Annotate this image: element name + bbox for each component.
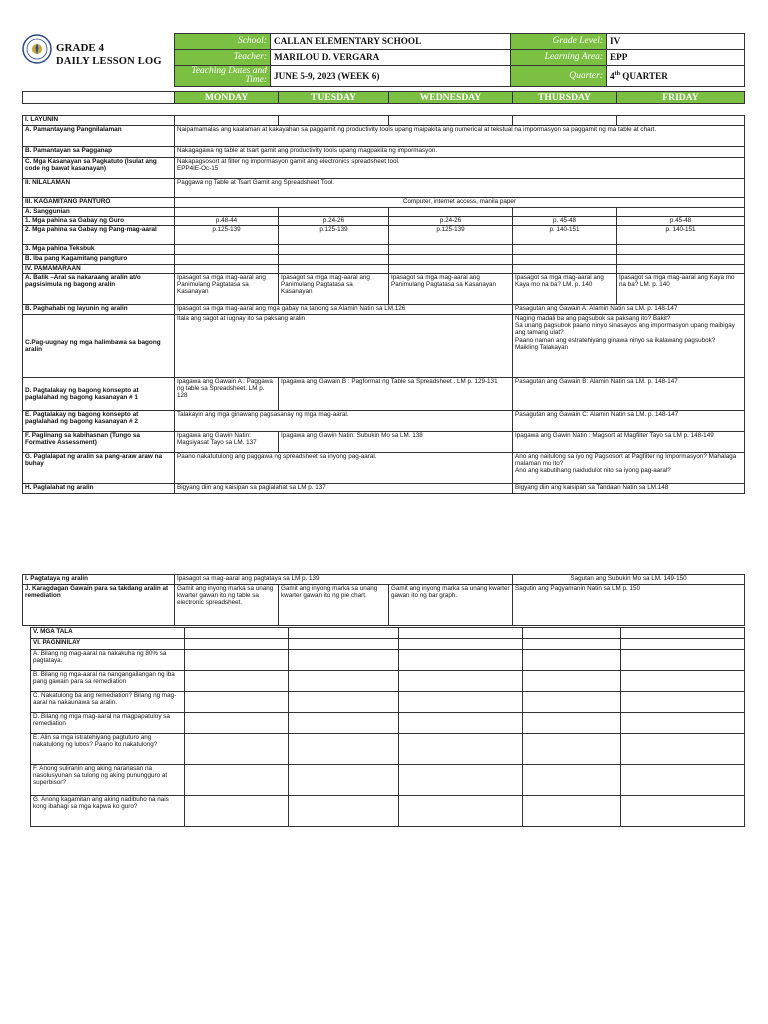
sanggunian-label: A. Sanggunian xyxy=(23,208,175,217)
dates-value: JUNE 5-9, 2023 (WEEK 6) xyxy=(271,66,511,87)
assessment-table xyxy=(22,574,745,626)
balik-wed: Ipasagot sa mga mag-aaral ang Panimulang Pagtatasa sa Kasanayan xyxy=(389,274,513,305)
day-thursday: THURSDAY xyxy=(513,92,617,104)
j-mon: Gamit ang inyong marka sa unang kwarter gawan ito ng table sa electronic spreadsheet. xyxy=(175,585,279,626)
days-blank xyxy=(23,92,175,104)
g-thu-fri: Ano ang naitulong sa iyo ng Pagsosort at Pagfilter ng Impormasyon? Mahalaga malaman mo ito? Ano ang kabutihang naidudulot nito sa iyong pag-aaral? xyxy=(513,453,745,484)
mag-mon: p.125-139 xyxy=(175,226,279,245)
guro-wed: p.24-26 xyxy=(389,217,513,226)
c-text: Nakapagsosort at filter ng impormasyon gamit ang electronics spreadsheet tool. EPP4IE-Oc-15 xyxy=(175,158,745,179)
day-monday: MONDAY xyxy=(175,92,279,104)
guro-mon: p.48-44 xyxy=(175,217,279,226)
f-tue: Ipagawa ang Gawin Natin: Subukin Mo sa LM. 138 xyxy=(279,432,513,453)
reflection-item-c: C. Nakatulong ba ang remediation? Bilang ng mag-aaral na nakaunawa sa aralin. xyxy=(31,692,185,713)
f-label: F. Paglinang sa kabihasnan (Tungo sa Formative Assessment) xyxy=(23,432,175,453)
b-label: B. Pamantayan sa Pagganap xyxy=(23,147,175,158)
grade-value: IV xyxy=(607,34,745,50)
header-info-table xyxy=(174,33,745,87)
d-label: D. Pagtalakay ng bagong konsepto at paglalahad ng bagong kasanayan # 1 xyxy=(23,378,175,411)
days-header xyxy=(22,91,745,104)
f-mon: Ipagawa ang Gawin Natin: Magsiyasat Tayo sa LM. 137 xyxy=(175,432,279,453)
area-value: EPP xyxy=(607,50,745,66)
uugnay-label: C.Pag-uugnay ng mga halimbawa sa bagong aralin xyxy=(23,315,175,378)
e-thu-fri: Pasagutan ang Gawain C: Alamin Natin sa LM. p. 148-147 xyxy=(513,411,745,432)
reflection-item-d: D. Bilang ng mga mag-aaral na magpapatuloy sa remediation xyxy=(31,713,185,734)
paghahabi-thu-fri: Pasagutan ang Gawain A: Alamin Natin sa LM. p. 148-147 xyxy=(513,305,745,315)
tala-label: V. MGA TALA xyxy=(31,628,185,639)
day-tuesday: TUESDAY xyxy=(279,92,389,104)
area-label: Learning Area: xyxy=(511,50,607,66)
kagamitan-label: III. KAGAMITANG PANTURO xyxy=(23,198,175,208)
mag-fri: p. 140-151 xyxy=(617,226,745,245)
guro-thu: p. 45-48 xyxy=(513,217,617,226)
teksbuk-label: 3. Mga pahina Teksbuk xyxy=(23,245,175,255)
c-label: C. Mga Kasanayan sa Pagkatuto (Isulat ang code ng bawat kasanayan) xyxy=(23,158,175,179)
pamamaraan-label: IV. PAMAMARAAN xyxy=(23,265,175,274)
h-mon-wed: Bigyang diin ang kaisipan sa paglalahat sa LM p. 137 xyxy=(175,484,513,494)
j-thu-fri: Sagutin ang Pagyamanin Natin sa LM p. 150 xyxy=(513,585,745,626)
reflection-item-e: E. Alin sa mga istratehiyang pagtuturo ang nakatulong ng lubos? Paano ito nakatulong? xyxy=(31,734,185,765)
teacher-label: Teacher: xyxy=(175,50,271,66)
magaaral-label: 2. Mga pahina sa Gabay ng Pang-mag-aaral xyxy=(23,226,175,245)
a-text: Naipamamalas ang kaalaman at kakayahan sa paggamit ng productivity tools upang maipakita ang numerical at tekstual na impormasyon sa paggamit ng ma table at chart. xyxy=(175,126,745,147)
balik-label: A. Balik –Aral sa nakaraang aralin at/o pagsisimula ng bagong aralin xyxy=(23,274,175,305)
grade-label: Grade Level: xyxy=(511,34,607,50)
d-thu: Pasagutan ang Gawain B: Alamin Natin sa LM. p. 148-147 xyxy=(513,378,745,411)
h-label: H. Paglalahat ng aralin xyxy=(23,484,175,494)
guro-fri: p.45-48 xyxy=(617,217,745,226)
teacher-value: MARILOU D. VERGARA xyxy=(271,50,511,66)
j-tue: Gamit ang inyong marka sa unang kwarter gawan ito ng pie chart. xyxy=(279,585,389,626)
reflection-item-f: F. Anong suliranin ang aking naranasan na nasolusyunan sa tulong ng aking punungguro at superbisor? xyxy=(31,765,185,796)
nilalaman-label: II. NILALAMAN xyxy=(23,179,175,198)
i-mon-wed: Ipasagot sa mag-aaral ang pagtataya sa LM p. 139 xyxy=(175,575,513,585)
mag-thu: p. 140-151 xyxy=(513,226,617,245)
quarter-label: Quarter: xyxy=(511,66,607,87)
guro-tue: p.24-26 xyxy=(279,217,389,226)
kagamitan-text: Computer, internet access, manila paper xyxy=(175,198,745,208)
reflection-table xyxy=(30,627,745,827)
iba-label: B. Iba pang Kagamitang pangturo xyxy=(23,255,175,265)
d-tue: Ipagawa ang Gawain B : Pagformat ng Table sa Spreadsheet . LM p. 129-131 xyxy=(279,378,513,411)
title-dll: DAILY LESSON LOG xyxy=(56,56,162,67)
j-wed: Gamit ang inyong marka sa unang kwarter gawan ito ng bar graph. xyxy=(389,585,513,626)
day-friday: FRIDAY xyxy=(617,92,745,104)
deped-seal-logo xyxy=(22,34,52,64)
title-grade: GRADE 4 xyxy=(56,42,104,54)
i-label: I. Pagtataya ng aralin xyxy=(23,575,175,585)
uugnay-mon-wed: Itala ang sagot at iugnay ito sa paksang aralin xyxy=(175,315,513,378)
lesson-table xyxy=(22,115,745,494)
f-thu: Ipagawa ang Gawin Natin : Magsort at Magfilter Tayo sa LM p. 148-149 xyxy=(513,432,745,453)
uugnay-thu-fri: Naging madali ba ang pagsubok sa paksang ito? Bakit? Sa unang pagsubok paano ninyo sinasayos ang impormasyon upang maibigay ang tamang ulat? Paano naman ang estratehiyang ginawa ninyo sa ikalawang pagsubok? Maikling Talakayan xyxy=(513,315,745,378)
layunin-label: I. LAYUNIN xyxy=(23,116,175,126)
h-thu-fri: Bigyang diin ang kaisipan sa Tandaan Natin sa LM.148 xyxy=(513,484,745,494)
guro-label: 1. Mga pahina sa Gabay ng Guro xyxy=(23,217,175,226)
mag-tue: p.125-139 xyxy=(279,226,389,245)
g-label: G. Paglalapat ng aralin sa pang-araw araw na buhay xyxy=(23,453,175,484)
balik-tue: Ipasagot sa mga mag-aaral ang Panimulang Pagtatasa sa Kasanayan xyxy=(279,274,389,305)
e-label: E. Pagtalakay ng bagong konsepto at paglalahad ng bagong kasanayan # 2 xyxy=(23,411,175,432)
paghahabi-label: B. Paghahabi ng layunin ng aralin xyxy=(23,305,175,315)
dates-label: Teaching Dates and Time: xyxy=(175,66,271,87)
quarter-value: 4th QUARTER xyxy=(607,66,745,87)
j-label: J. Karagdagan Gawain para sa takdang aralin at remediation xyxy=(23,585,175,626)
a-label: A. Pamantayang Pangnilalaman xyxy=(23,126,175,147)
pagninilay-label: VI. PAGNINILAY xyxy=(31,639,185,650)
paghahabi-mon-wed: Ipasagot sa mga mag-aaral ang mga gabay na tanong sa Alamin Natin sa LM.126 xyxy=(175,305,513,315)
mag-wed: p.125-139 xyxy=(389,226,513,245)
d-mon: Ipagawa ang Gawain A : Paggawa ng table sa Spreadsheet. LM p. 128 xyxy=(175,378,279,411)
i-thu-fri: Sagutan ang Subukin Mo sa LM. 149-150 xyxy=(513,575,745,585)
school-value: CALLAN ELEMENTARY SCHOOL xyxy=(271,34,511,50)
balik-fri: Ipasagot sa mga mag-aaral ang Kaya mo na ba? LM. p. 140 xyxy=(617,274,745,305)
nilalaman-text: Paggawa ng Table at Tsart Gamit ang Spreadsheet Tool. xyxy=(175,179,745,198)
day-wednesday: WEDNESDAY xyxy=(389,92,513,104)
balik-mon: Ipasagot sa mga mag-aaral ang Panimulang Pagtatasa sa Kasanayan xyxy=(175,274,279,305)
reflection-item-g: G. Anong kagamitan ang aking nadibuho na nais kong ibahagi sa mga kapwa ko guro? xyxy=(31,796,185,827)
b-text: Nakagagawa ng table at tsart gamit ang productivity tools upang magpakita ng impormasyon. xyxy=(175,147,745,158)
title-block xyxy=(56,42,162,68)
school-label: School: xyxy=(175,34,271,50)
g-mon-wed: Paano nakatutulong ang paggawa ng spreadsheet sa inyong pag-aaral. xyxy=(175,453,513,484)
e-mon-wed: Talakayin ang mga ginawang pagsasanay ng mga mag-aaral. xyxy=(175,411,513,432)
reflection-item-a: A. Bilang ng mag-aaral na nakakuha ng 80% sa pagtataya. xyxy=(31,650,185,671)
balik-thu: Ipasagot sa mga mag-aaral ang Kaya mo na ba? LM. p. 140 xyxy=(513,274,617,305)
reflection-item-b: B. Bilang ng mga-aaral na nangangailangan ng iba pang gawain para sa remediation xyxy=(31,671,185,692)
